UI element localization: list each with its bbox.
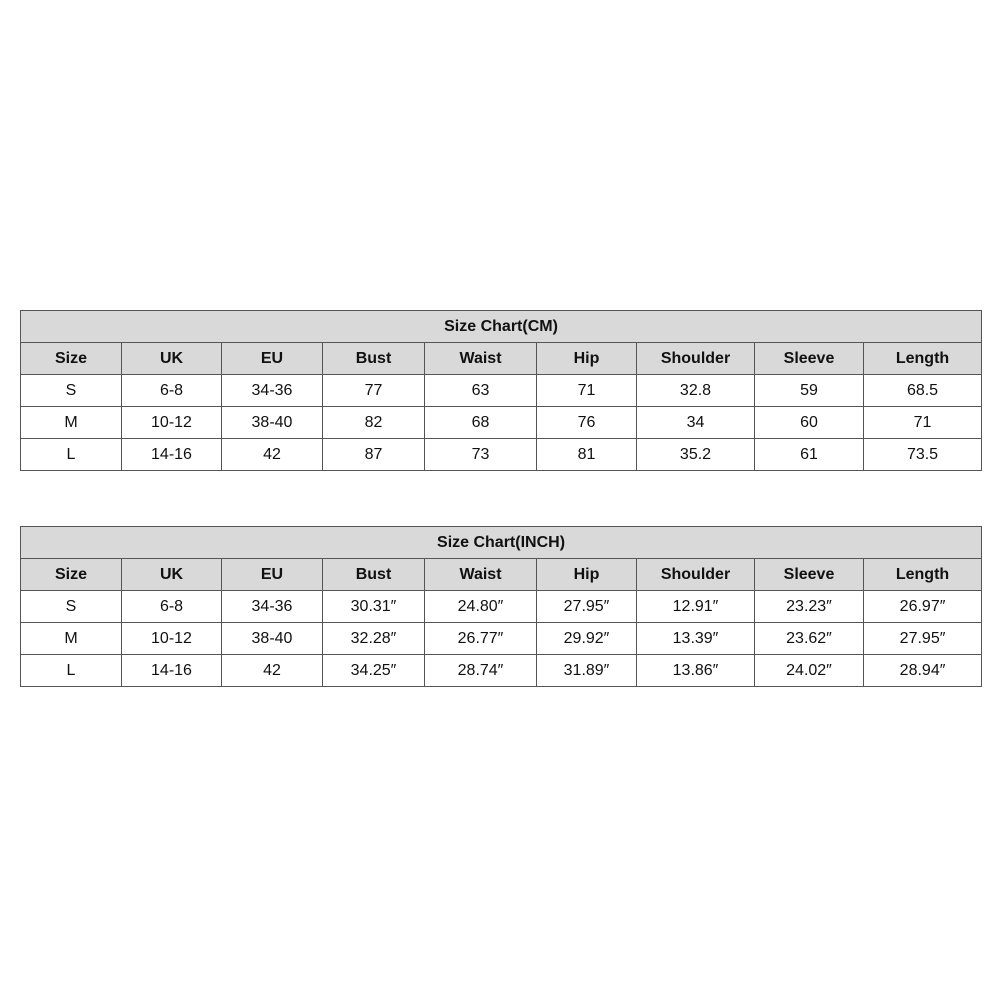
column-header-sleeve: Sleeve bbox=[755, 343, 864, 375]
table-cell: S bbox=[21, 591, 122, 623]
table-title-row bbox=[21, 311, 982, 343]
table-cell: 38-40 bbox=[222, 407, 323, 439]
table-cell: 34.25″ bbox=[323, 655, 425, 687]
table-cell: L bbox=[21, 439, 122, 471]
table-header-row bbox=[21, 343, 982, 375]
table-title-row bbox=[21, 527, 982, 559]
table-cell: 27.95″ bbox=[537, 591, 637, 623]
table-cell: 27.95″ bbox=[864, 623, 982, 655]
table-cell: 28.74″ bbox=[425, 655, 537, 687]
column-header-hip: Hip bbox=[537, 343, 637, 375]
table-cell: 81 bbox=[537, 439, 637, 471]
column-header-length: Length bbox=[864, 559, 982, 591]
table-cell: 32.28″ bbox=[323, 623, 425, 655]
column-header-bust: Bust bbox=[323, 559, 425, 591]
column-header-uk: UK bbox=[122, 559, 222, 591]
column-header-waist: Waist bbox=[425, 343, 537, 375]
table-cell: 13.86″ bbox=[637, 655, 755, 687]
column-header-size: Size bbox=[21, 343, 122, 375]
table-cell: 6-8 bbox=[122, 375, 222, 407]
table-cell: 73 bbox=[425, 439, 537, 471]
column-header-sleeve: Sleeve bbox=[755, 559, 864, 591]
table-row bbox=[21, 439, 982, 471]
table-cell: 63 bbox=[425, 375, 537, 407]
column-header-length: Length bbox=[864, 343, 982, 375]
column-header-eu: EU bbox=[222, 559, 323, 591]
table-cell: S bbox=[21, 375, 122, 407]
table-header-row bbox=[21, 559, 982, 591]
table-cell: 71 bbox=[864, 407, 982, 439]
table-cell: 23.23″ bbox=[755, 591, 864, 623]
table-cell: 14-16 bbox=[122, 439, 222, 471]
table-cell: M bbox=[21, 407, 122, 439]
size-chart-cm-title: Size Chart(CM) bbox=[21, 311, 982, 343]
table-cell: L bbox=[21, 655, 122, 687]
table-cell: 82 bbox=[323, 407, 425, 439]
size-chart-inch-table bbox=[20, 526, 982, 687]
table-cell: 12.91″ bbox=[637, 591, 755, 623]
table-row bbox=[21, 655, 982, 687]
table-cell: 23.62″ bbox=[755, 623, 864, 655]
size-chart-inch-title: Size Chart(INCH) bbox=[21, 527, 982, 559]
table-cell: 76 bbox=[537, 407, 637, 439]
column-header-bust: Bust bbox=[323, 343, 425, 375]
column-header-hip: Hip bbox=[537, 559, 637, 591]
table-cell: 34-36 bbox=[222, 375, 323, 407]
table-cell: 26.97″ bbox=[864, 591, 982, 623]
table-cell: 10-12 bbox=[122, 623, 222, 655]
table-cell: 34 bbox=[637, 407, 755, 439]
table-cell: 71 bbox=[537, 375, 637, 407]
table-cell: 38-40 bbox=[222, 623, 323, 655]
table-cell: 30.31″ bbox=[323, 591, 425, 623]
table-row bbox=[21, 623, 982, 655]
table-cell: 77 bbox=[323, 375, 425, 407]
table-cell: 42 bbox=[222, 655, 323, 687]
table-cell: 13.39″ bbox=[637, 623, 755, 655]
column-header-waist: Waist bbox=[425, 559, 537, 591]
table-cell: 42 bbox=[222, 439, 323, 471]
table-cell: 68.5 bbox=[864, 375, 982, 407]
table-cell: 59 bbox=[755, 375, 864, 407]
column-header-shoulder: Shoulder bbox=[637, 559, 755, 591]
size-chart-cm-table bbox=[20, 310, 982, 471]
table-cell: 14-16 bbox=[122, 655, 222, 687]
table-cell: 10-12 bbox=[122, 407, 222, 439]
table-cell: 68 bbox=[425, 407, 537, 439]
column-header-eu: EU bbox=[222, 343, 323, 375]
table-cell: M bbox=[21, 623, 122, 655]
table-cell: 35.2 bbox=[637, 439, 755, 471]
table-row bbox=[21, 375, 982, 407]
table-cell: 61 bbox=[755, 439, 864, 471]
table-cell: 28.94″ bbox=[864, 655, 982, 687]
column-header-shoulder: Shoulder bbox=[637, 343, 755, 375]
table-row bbox=[21, 407, 982, 439]
table-cell: 6-8 bbox=[122, 591, 222, 623]
table-cell: 29.92″ bbox=[537, 623, 637, 655]
table-cell: 24.80″ bbox=[425, 591, 537, 623]
table-row bbox=[21, 591, 982, 623]
table-cell: 24.02″ bbox=[755, 655, 864, 687]
table-cell: 26.77″ bbox=[425, 623, 537, 655]
table-cell: 60 bbox=[755, 407, 864, 439]
table-cell: 87 bbox=[323, 439, 425, 471]
column-header-size: Size bbox=[21, 559, 122, 591]
table-cell: 34-36 bbox=[222, 591, 323, 623]
table-cell: 32.8 bbox=[637, 375, 755, 407]
column-header-uk: UK bbox=[122, 343, 222, 375]
table-cell: 73.5 bbox=[864, 439, 982, 471]
table-cell: 31.89″ bbox=[537, 655, 637, 687]
